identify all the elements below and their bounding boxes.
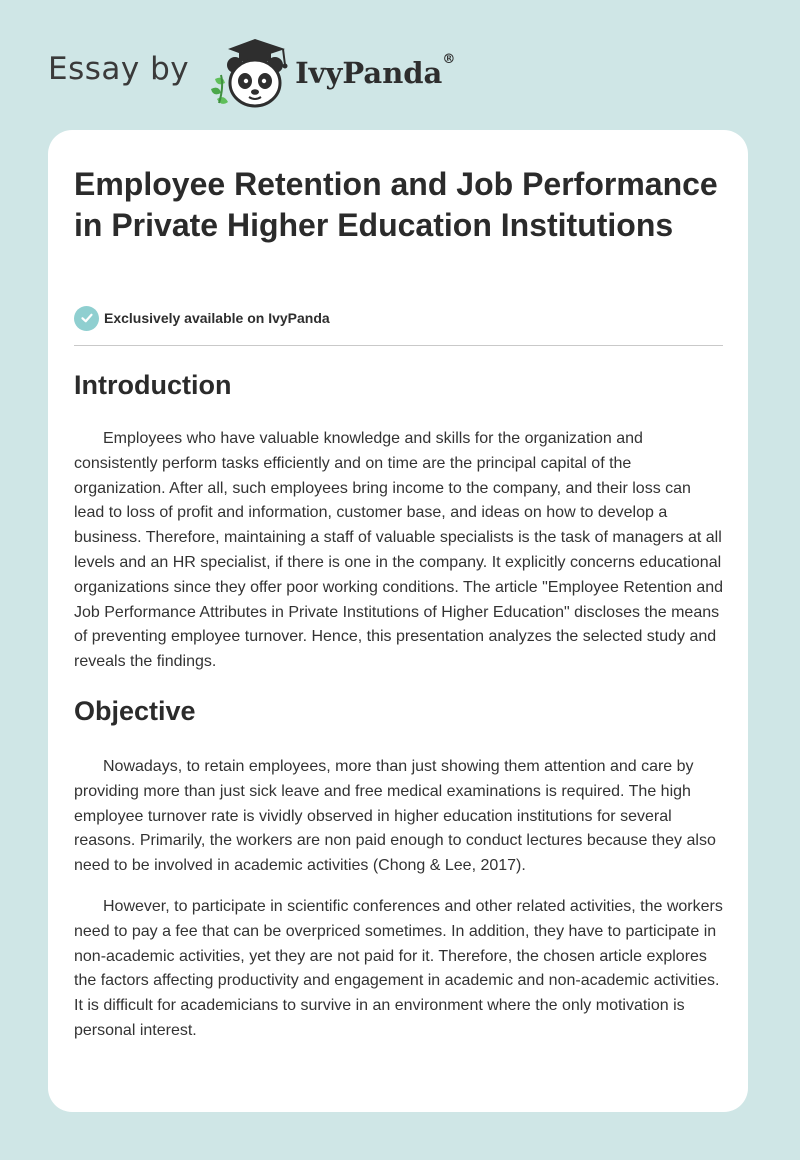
brand-name: IvyPanda® xyxy=(295,52,456,90)
paragraph: Employees who have valuable knowledge and skills for the organization and consistently perform tasks efficiently and on time are the principal capital of the organization. After all, such employees bring income to the company, and their loss can lead to loss of profit and information, customer base, and ideas on how to develop a business. Therefore, maintaining a staff of valuable specialists is the task of managers at all levels and an HR specialist, if there is one in the company. It explicitly concerns educational organizations since they offer poor working conditions. The article "Employee Retention and Job Performance Attributes in Private Institutions of Higher Education" discloses the means of preventing employee turnover. Hence, this presentation analyzes the selected study and reveals the findings. xyxy=(74,430,724,671)
paragraph: However, to participate in scientific conferences and other related activities, the workers need to pay a fee that can be overpriced sometimes. In addition, they have to participate in non-academic activities, yet they are not paid for it. Therefore, the chosen article explores the factors affecting productivity and engagement in academic and non-academic activities. It is difficult for academicians to survive in an environment where the only motivation is personal interest. xyxy=(74,898,723,1039)
essay-by-label: Essay by xyxy=(48,51,190,87)
ivypanda-logo[interactable] xyxy=(205,35,455,109)
essay-title: Employee Retention and Job Performance in Private Higher Education Institutions xyxy=(74,166,718,243)
check-icon xyxy=(74,306,99,331)
paragraph: Nowadays, to retain employees, more than just showing them attention and care by providing more than just sick leave and free medical examinations is required. The high employee turnover rate is vividly observed in higher education institutions for several reasons. Primarily, the workers are non paid enough to conduct lectures because they also need to be involved in academic activities (Chong & Lee, 2017). xyxy=(74,758,716,875)
panda-graduate-icon xyxy=(205,35,291,109)
essay-card xyxy=(48,130,748,1112)
title-divider xyxy=(74,345,723,346)
site-header xyxy=(48,36,455,108)
exclusive-badge xyxy=(74,305,330,331)
section-heading-objective: Objective xyxy=(74,696,196,726)
section-heading-introduction: Introduction xyxy=(74,370,232,400)
badge-label: Exclusively available on IvyPanda xyxy=(104,310,330,326)
